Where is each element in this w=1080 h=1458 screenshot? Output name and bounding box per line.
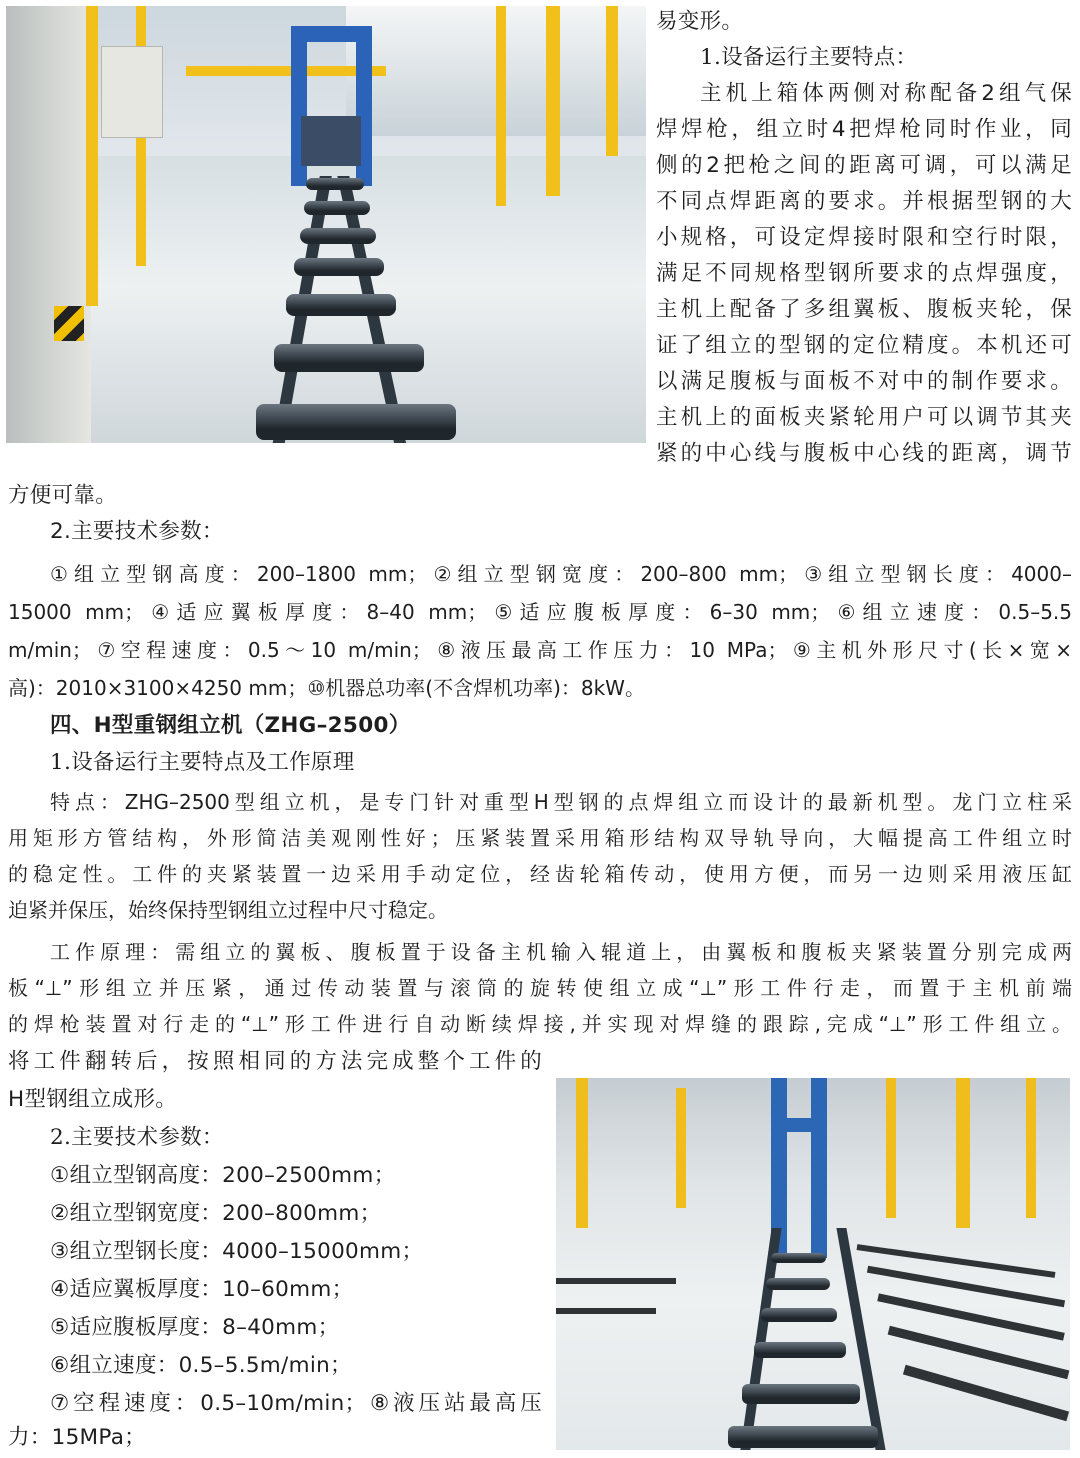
machine-photo-top — [6, 6, 646, 443]
principle-line-2: 板“⊥”形组立并压紧，通过传动装置与滚筒的旋转使组立成“⊥”形工件行走，而置于主机前端 — [8, 976, 1072, 1000]
left-col-line-1: 将工件翻转后，按照相同的方法完成整个工件的 — [8, 1049, 542, 1074]
left-col-param-7: ⑦空程速度：0.5–10m/min；⑧液压站最高压 — [50, 1391, 542, 1416]
right-col-line-10: 证了组立的型钢的定位精度。本机还可 — [656, 333, 1072, 358]
left-col-param-1: ①组立型钢高度：200–2500mm； — [50, 1163, 396, 1188]
right-col-line-12: 主机上的面板夹紧轮用户可以调节其夹 — [656, 405, 1072, 430]
params-line-1: ①组立型钢高度：200–1800 mm；②组立型钢宽度：200–800 mm；③组立型钢长度：4000– — [50, 562, 1072, 586]
right-col-line-4: 焊焊枪，组立时4把焊枪同时作业，同 — [656, 117, 1072, 142]
left-col-params-heading: 2.主要技术参数： — [50, 1125, 224, 1150]
right-col-line-13: 紧的中心线与腹板中心线的距离，调节 — [656, 441, 1072, 466]
left-col-param-3: ③组立型钢长度：4000–15000mm； — [50, 1239, 424, 1264]
section-heading: 四、H型重钢组立机（ZHG–2500） — [50, 713, 411, 738]
params-line-4: 高)：2010×3100×4250 mm；⑩机器总功率(不含焊机功率)：8kW。 — [8, 676, 645, 700]
right-col-line-3: 主机上箱体两侧对称配备2组气保 — [700, 81, 1072, 106]
feature-line-1: 特点：ZHG–2500型组立机，是专门针对重型H型钢的点焊组立而设计的最新机型。龙门立柱采 — [50, 790, 1072, 814]
section-subheading: 1.设备运行主要特点及工作原理 — [50, 750, 355, 775]
right-col-line-11: 以满足腹板与面板不对中的制作要求。 — [656, 369, 1072, 394]
left-col-param-4: ④适应翼板厚度：10–60mm； — [50, 1277, 354, 1302]
left-col-line-2: H型钢组立成形。 — [8, 1087, 178, 1112]
right-col-line-7: 小规格，可设定焊接时限和空行时限， — [656, 225, 1072, 250]
machine-photo-bottom — [556, 1078, 1070, 1450]
left-col-param-5: ⑤适应腹板厚度：8–40mm； — [50, 1315, 340, 1340]
feature-line-3: 的稳定性。工件的夹紧装置一边采用手动定位，经齿轮箱传动，使用方便，而另一边则采用液压缸 — [8, 862, 1072, 886]
paragraph-line: 方便可靠。 — [8, 483, 118, 508]
left-col-param-2: ②组立型钢宽度：200–800mm； — [50, 1201, 382, 1226]
params-line-2: 15000 mm；④适应翼板厚度：8–40 mm；⑤适应腹板厚度：6–30 mm；⑥组立速度：0.5–5.5 — [8, 600, 1072, 624]
right-col-subheading: 1.设备运行主要特点： — [700, 45, 918, 70]
right-col-line-5: 侧的2把枪之间的距离可调，可以满足 — [656, 153, 1072, 178]
right-col-line-6: 不同点焊距离的要求。并根据型钢的大 — [656, 189, 1072, 214]
left-col-param-6: ⑥组立速度：0.5–5.5m/min； — [50, 1353, 352, 1378]
right-col-line-1: 易变形。 — [656, 9, 744, 34]
right-col-line-8: 满足不同规格型钢所要求的点焊强度， — [656, 261, 1072, 286]
feature-line-2: 用矩形方管结构，外形简洁美观刚性好；压紧装置采用箱形结构双导轨导向，大幅提高工件组立时 — [8, 826, 1072, 850]
left-col-param-8: 力：15MPa； — [8, 1425, 146, 1450]
principle-line-3: 的焊枪装置对行走的“⊥”形工件进行自动断续焊接,并实现对焊缝的跟踪,完成“⊥”形工件组立。 — [8, 1012, 1072, 1036]
principle-line-1: 工作原理：需组立的翼板、腹板置于设备主机输入辊道上，由翼板和腹板夹紧装置分别完成两 — [50, 940, 1072, 964]
feature-line-4: 迫紧并保压，始终保持型钢组立过程中尺寸稳定。 — [8, 898, 448, 922]
right-col-line-9: 主机上配备了多组翼板、腹板夹轮，保 — [656, 297, 1072, 322]
params-heading: 2.主要技术参数： — [50, 519, 224, 544]
params-line-3: m/min；⑦空程速度：0.5～10 m/min；⑧液压最高工作压力：10 MPa；⑨主机外形尺寸(长×宽× — [8, 638, 1072, 662]
